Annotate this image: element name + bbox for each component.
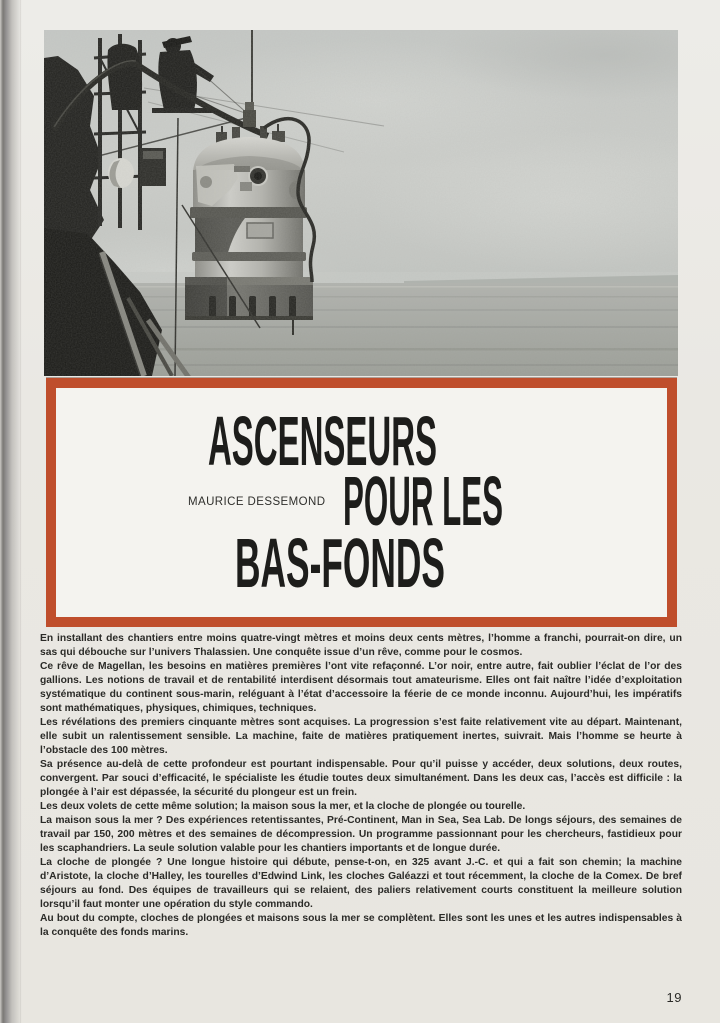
photo-grain [44, 30, 678, 376]
page-number: 19 [666, 990, 682, 1005]
scan-gutter-shadow [0, 0, 22, 1023]
article-paragraph: Ce rêve de Magellan, les besoins en matières premières l’ont vite refaçonné. L’or noir, entre autre, fait oublier l’éclat de l’or des gallions. Les notions de travail et de rentabilité interdisent désormais tout amateurisme. Elles ont fait naître l’idée d’exploitation systématique du continent sous-marin, reléguant à l’état d’accessoire la féerie de ce monde inconnu. Aujourd’hui, les impératifs sont mathématiques, physiques, chimiques, techniques. [40, 661, 682, 714]
article-body [40, 632, 682, 992]
article-paragraph: Les révélations des premiers cinquante mètres sont acquises. La progression s’est faite relativement vite au départ. Maintenant, elle subit un ralentissement sensible. La machine, faite de matières pratiquement inertes, suivrait. Mais l’homme se heurte à l’obstacle des 100 mètres. [40, 717, 682, 756]
headline-box [46, 378, 677, 627]
photo-diving-bell [44, 30, 678, 376]
scan-crease-line [20, 0, 21, 1023]
headline-line-3: BAS-FONDS [235, 524, 445, 602]
article-paragraph: En installant des chantiers entre moins quatre-vingt mètres et moins deux cents mètres, l’homme a franchi, pourrait-on dire, un sas qui débouche sur l’univers Thalassien. Une conquête issue d’un rêve, comme pour le cosmos. [40, 633, 682, 658]
article-paragraph: Sa présence au-delà de cette profondeur est pourtant indispensable. Pour qu’il puisse y accéder, deux solutions, deux routes, convergent. Par souci d’efficacité, le spécialiste les étudie toutes deux simultanément. Dans les deux cas, l’accès est difficile : la plongée à l’air est dépassée, la sécurité du plongeur est un frein. [40, 759, 682, 798]
article-paragraph: Au bout du compte, cloches de plongées et maisons sous la mer se complètent. Elles sont les unes et les autres indispensables à la conquête des fonds marins. [40, 913, 682, 938]
diving-bell-illustration [44, 30, 678, 376]
headline-line-1: ASCENSEURS [208, 402, 437, 480]
article-paragraph: La maison sous la mer ? Des expériences retentissantes, Pré-Continent, Man in Sea, Sea Lab. De longs séjours, des semaines de travail par 150, 200 mètres et des semaines de décompression. Un programme passionnant pour les chercheurs, fastidieux pour les scaphandriers. La seule solution valable pour les chantiers importants et de longue durée. [40, 815, 682, 854]
article-paragraph: La cloche de plongée ? Une longue histoire qui débute, pense-t-on, en 325 avant J.-C. et qui a fait son chemin; la machine d’Aristote, la cloche d’Halley, les tourelles d’Edwind Link, les cloches Galéazzi et tout récemment, la cloche de la Comex. De bref séjours au fond. Des équipes de travailleurs qui se relaient, des paliers relativement courts constituent la meilleure solution lorsqu’il faut monter une opération du style commando. [40, 857, 682, 910]
article-paragraph: Les deux volets de cette même solution; la maison sous la mer, et la cloche de plongée ou tourelle. [40, 801, 526, 812]
author-name: MAURICE DESSEMOND [188, 496, 325, 508]
headline-line-2: POUR LES [343, 462, 503, 540]
